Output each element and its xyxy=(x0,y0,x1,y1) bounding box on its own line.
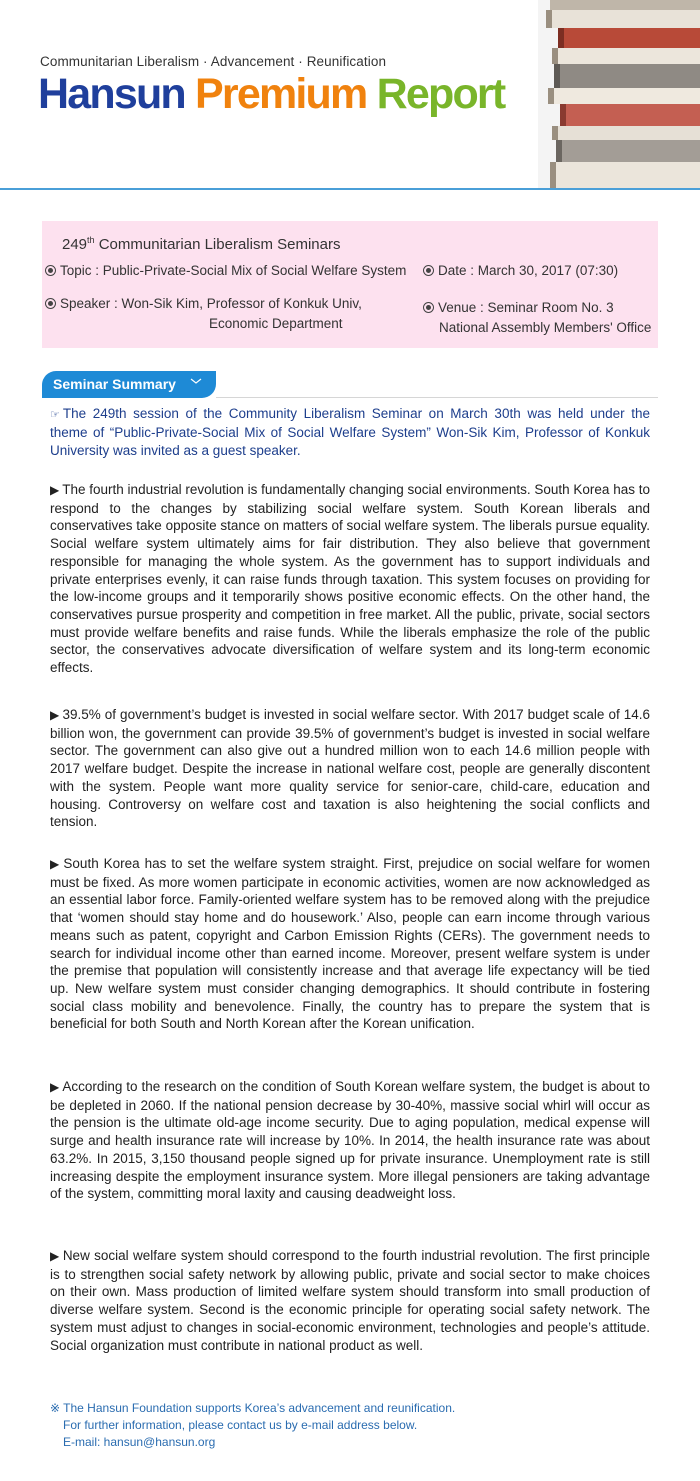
summary-intro xyxy=(50,405,650,460)
seminar-summary-badge xyxy=(42,371,216,398)
header-divider xyxy=(0,188,700,190)
summary-paragraph xyxy=(50,1247,650,1354)
summary-paragraph xyxy=(50,706,650,831)
summary-paragraph xyxy=(50,855,650,1033)
radio-bullet-icon xyxy=(423,302,434,313)
seminar-date-text: Date : March 30, 2017 (07:30) xyxy=(438,263,619,278)
brand-word-premium: Premium xyxy=(195,70,367,118)
summary-paragraph xyxy=(50,481,650,677)
seminar-summary-label: Seminar Summary xyxy=(53,376,176,392)
seminar-speaker xyxy=(45,296,362,311)
radio-bullet-icon xyxy=(423,265,434,276)
seminar-date xyxy=(423,263,618,278)
summary-intro-text: The 249th session of the Community Liberalism Seminar on March 30th was held under the theme of “Public-Private-Social Mix of Social Welfare System” Won-Sik Kim, Professor of Konkuk University was invited as a guest speaker. xyxy=(50,406,650,458)
triangle-bullet-icon: ▶ xyxy=(50,1249,60,1263)
report-brand-title xyxy=(38,70,504,119)
summary-paragraph-text: The fourth industrial revolution is fundamentally changing social environments. South Korea has to respond to the changes by stabilizing social welfare system. South Korean liberals and conservatives take opposite stance on matters of social welfare system. The liberals pursue equality. Social welfare system ultimately aims for fair distribution. They also believe that government responsible for managing the whole system. As the government has to support individuals and private enterprises evenly, it can raise funds through taxation. This system focuses on providing for the low-income groups and it temporarily shows positive economic effects. On the other hand, the conservatives pursue prosperity and competition in free market. All the public, private, social sectors must provide welfare benefits and raise funds. While the liberals emphasize the role of the public sector, the conservatives advocate diversification of welfare system and its long-term economic effects. xyxy=(50,482,650,676)
seminar-title xyxy=(62,235,340,253)
seminar-speaker-department: Economic Department xyxy=(209,316,343,331)
radio-bullet-icon xyxy=(45,298,56,309)
triangle-bullet-icon: ▶ xyxy=(50,708,60,722)
seminar-ordinal-suffix: th xyxy=(87,235,95,245)
footer-contact-note: For further information, please contact us by e-mail address below. xyxy=(63,1418,418,1432)
chevron-down-icon xyxy=(189,374,203,388)
seminar-number: 249 xyxy=(62,236,88,253)
stacked-books-illustration xyxy=(538,0,700,190)
report-tagline: Communitarian Liberalism · Advancement · Reunification xyxy=(40,54,387,69)
summary-divider xyxy=(216,397,658,398)
summary-paragraph-text: 39.5% of government’s budget is invested in social welfare sector. With 2017 budget scale of 14.6 billion won, the government can provide 39.5% of government’s budget is invested in social welfare sector. The government can also give out a hundred million won to each 14.6 million people with 2017 welfare budget. Despite the increase in national welfare cost, people are generally discontent with the system. People want more quality service for senior-care, child-care, education and housing. Controversy on welfare cost and taxation is also heightening the social conflicts and tension. xyxy=(50,707,650,830)
report-footer xyxy=(50,1400,455,1451)
report-header xyxy=(0,0,700,190)
summary-paragraph-text: New social welfare system should correspond to the fourth industrial revolution. The first principle is to strengthen social safety network by allowing public, private and social sector to make choices on their own. Mass production of limited welfare system should transform into small production of diverse welfare system. Second is the economic principle for operating social safety network. The system must adjust to changes in social-economic environment, technologies and people’s attitude. Social organization must contribute in national product as well. xyxy=(50,1248,651,1353)
summary-paragraph xyxy=(50,1078,650,1203)
seminar-topic-text: Topic : Public-Private-Social Mix of Social Welfare System xyxy=(60,263,407,278)
seminar-info-box xyxy=(42,221,658,348)
seminar-venue xyxy=(423,300,614,315)
footer-foundation-note: ※ The Hansun Foundation supports Korea’s advancement and reunification. xyxy=(50,1401,456,1415)
footer-email: E-mail: hansun@hansun.org xyxy=(63,1435,216,1449)
triangle-bullet-icon: ▶ xyxy=(50,857,61,871)
pointing-hand-icon: ☞ xyxy=(50,409,60,421)
seminar-venue-text: Venue : Seminar Room No. 3 xyxy=(438,300,614,315)
seminar-venue-detail: National Assembly Members' Office xyxy=(439,320,652,335)
summary-paragraph-text: South Korea has to set the welfare system straight. First, prejudice on social welfare for women must be fixed. As more women participate in economic activities, women are now acknowledged as an essential labor force. Family-oriented welfare system has to be removed along with the prejudice that ‘women should stay home and do housework.’ Also, people can earn income through various means such as patent, copyright and Carbon Emission Rights (CERs). The government needs to search for individual income other than earned income. Moreover, present welfare system is under the premise that population will consistently increase and that average life expectancy will be tied up. New welfare system must consider changing demographics. It should contribute in fostering social class mobility and benevolence. Finally, the country has to prepare the system that is beneficial for both South and North Korean after the Korean unification. xyxy=(50,856,650,1032)
triangle-bullet-icon: ▶ xyxy=(50,1080,60,1094)
radio-bullet-icon xyxy=(45,265,56,276)
seminar-speaker-text: Speaker : Won-Sik Kim, Professor of Konkuk Univ, xyxy=(60,296,362,311)
seminar-series-name: Communitarian Liberalism Seminars xyxy=(94,236,341,253)
summary-paragraph-text: According to the research on the condition of South Korean welfare system, the budget is about to be depleted in 2060. If the national pension decrease by 30-40%, massive social whirl will occur as the pension is the ultimate old-age income security. Due to aging population, medical expense will surge and health insurance rate will increase by 10%. In 2014, the health insurance rate was about 63.2%. In 2015, 3,150 thousand people signed up for private insurance. Unemployment rate is still increasing despite the employment insurance system. More illegal pensioners are taking advantage of the system, committing moral laxity and causing deadweight loss. xyxy=(50,1079,650,1202)
triangle-bullet-icon: ▶ xyxy=(50,483,60,497)
brand-word-report: Report xyxy=(376,70,505,118)
seminar-topic xyxy=(45,263,406,278)
brand-word-hansun: Hansun xyxy=(38,70,185,118)
